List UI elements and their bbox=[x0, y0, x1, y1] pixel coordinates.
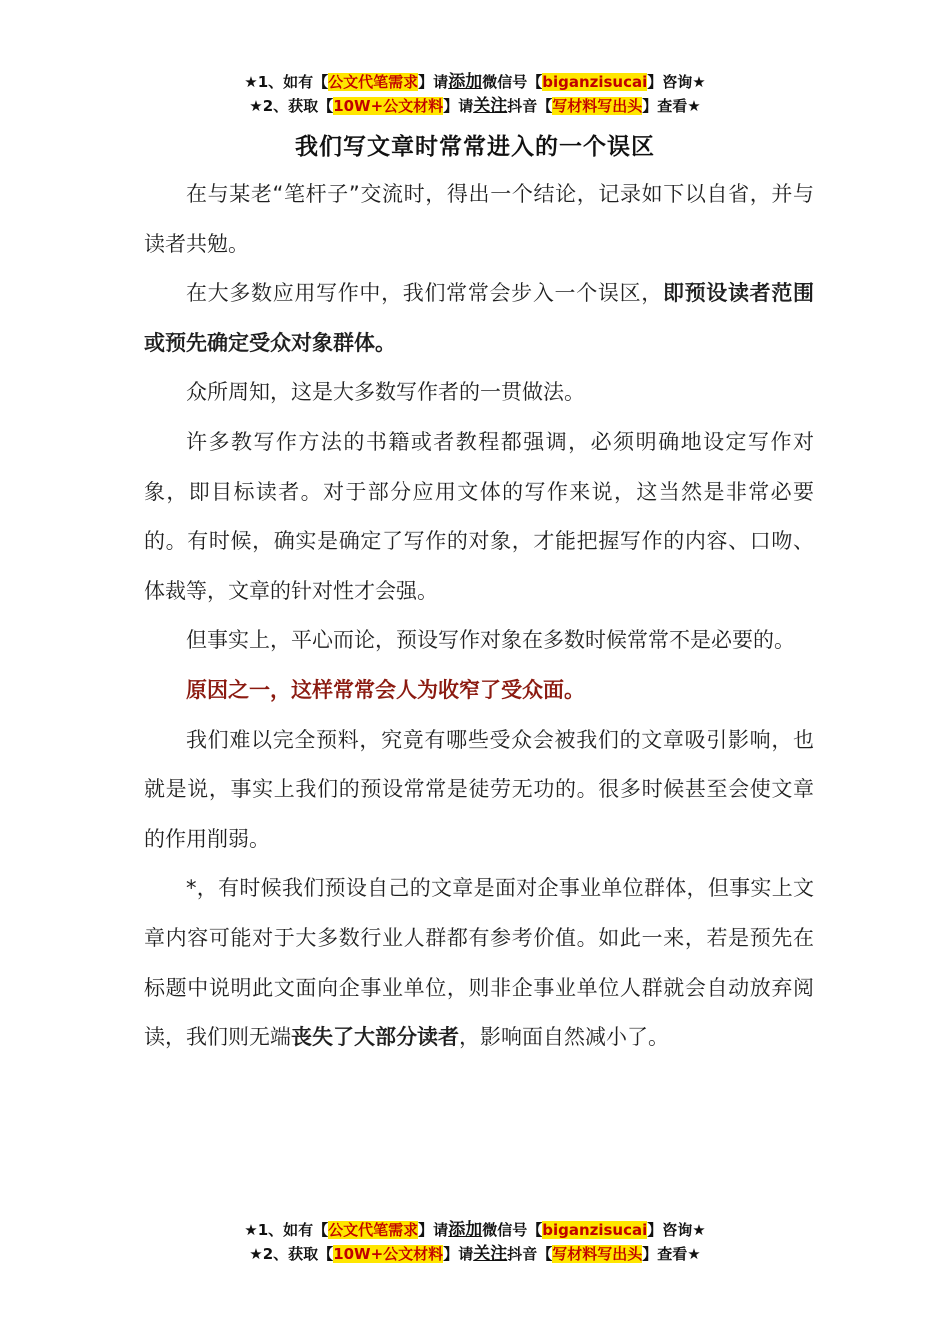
paragraph: 我们难以完全预料，究竟有哪些受众会被我们的文章吸引影响，也就是说，事实上我们的预设常常是徒劳无功的。很多时候甚至会使文章的作用削弱。 bbox=[144, 727, 814, 851]
promo-text: 微信号【 bbox=[482, 1221, 543, 1239]
paragraph-text: *，有时候我们预设自己的文章是面对企事业单位群体，但事实上文章内容可能对于大多数行业人群都有参考价值。如此一来，若是预先在标题中说明此文面向企事业单位，则非企事业单位人群就会自动放弃阅读，我们则无端 bbox=[144, 876, 814, 1050]
promo-text: 】查看★ bbox=[642, 1245, 701, 1263]
promo-text: 抖音【 bbox=[507, 97, 553, 115]
paragraph: 许多教写作方法的书籍或者教程都强调，必须明确地设定写作对象，即目标读者。对于部分应用文体的写作来说，这当然是非常必要的。有时候，确实是确定了写作的对象，才能把握写作的内容、口吻、体裁等，文章的针对性才会强。 bbox=[144, 429, 814, 603]
promo-text: 】请 bbox=[443, 1245, 474, 1263]
paragraph-bold-text: 丧失了大部分读者 bbox=[291, 1025, 459, 1050]
promo-text: 】咨询★ bbox=[647, 1221, 706, 1239]
promo-emphasis: 关注 bbox=[473, 96, 508, 116]
promo-line-2 bbox=[0, 94, 950, 118]
promo-text: 】请 bbox=[443, 97, 474, 115]
promo-text: 】咨询★ bbox=[647, 73, 706, 91]
promo-line-2 bbox=[0, 1242, 950, 1266]
promo-text: 】请 bbox=[418, 73, 449, 91]
promo-text: ★1、如有【 bbox=[244, 73, 329, 91]
douyin-id: 写材料写出头 bbox=[552, 97, 643, 115]
promo-footer bbox=[0, 1218, 950, 1266]
promo-text: 】查看★ bbox=[642, 97, 701, 115]
paragraph-text: 在大多数应用写作中，我们常常会步入一个误区， bbox=[186, 281, 663, 306]
document-body bbox=[144, 170, 814, 1063]
promo-emphasis: 添加 bbox=[448, 72, 483, 92]
promo-highlight: 10W+公文材料 bbox=[333, 1245, 444, 1263]
promo-text: 抖音【 bbox=[507, 1245, 553, 1263]
promo-emphasis: 关注 bbox=[473, 1244, 508, 1264]
paragraph: 众所周知，这是大多数写作者的一贯做法。 bbox=[186, 380, 585, 405]
paragraph bbox=[144, 864, 814, 1062]
paragraph-text: ，影响面自然减小了。 bbox=[459, 1025, 669, 1050]
douyin-id: 写材料写出头 bbox=[552, 1245, 643, 1263]
promo-text: 】请 bbox=[418, 1221, 449, 1239]
promo-line-1 bbox=[0, 70, 950, 94]
promo-line-1 bbox=[0, 1218, 950, 1242]
wechat-id: biganzisucai bbox=[542, 1221, 648, 1239]
promo-highlight: 公文代笔需求 bbox=[328, 73, 419, 91]
promo-text: 微信号【 bbox=[482, 73, 543, 91]
promo-header bbox=[0, 70, 950, 118]
promo-highlight: 10W+公文材料 bbox=[333, 97, 444, 115]
wechat-id: biganzisucai bbox=[542, 73, 648, 91]
promo-text: ★2、获取【 bbox=[249, 1245, 334, 1263]
paragraph: 但事实上，平心而论，预设写作对象在多数时候常常不是必要的。 bbox=[186, 628, 795, 653]
document-title: 我们写文章时常常进入的一个误区 bbox=[295, 134, 655, 160]
promo-text: ★2、获取【 bbox=[249, 97, 334, 115]
paragraph-bold-text: 即预设读者范围或预先确定受众对象群体。 bbox=[144, 281, 815, 355]
promo-emphasis: 添加 bbox=[448, 1220, 483, 1240]
paragraph bbox=[144, 269, 814, 368]
section-heading: 原因之一，这样常常会人为收窄了受众面。 bbox=[186, 677, 585, 702]
promo-text: ★1、如有【 bbox=[244, 1221, 329, 1239]
paragraph: 在与某老“笔杆子”交流时，得出一个结论，记录如下以自省，并与读者共勉。 bbox=[144, 182, 814, 256]
promo-highlight: 公文代笔需求 bbox=[328, 1221, 419, 1239]
